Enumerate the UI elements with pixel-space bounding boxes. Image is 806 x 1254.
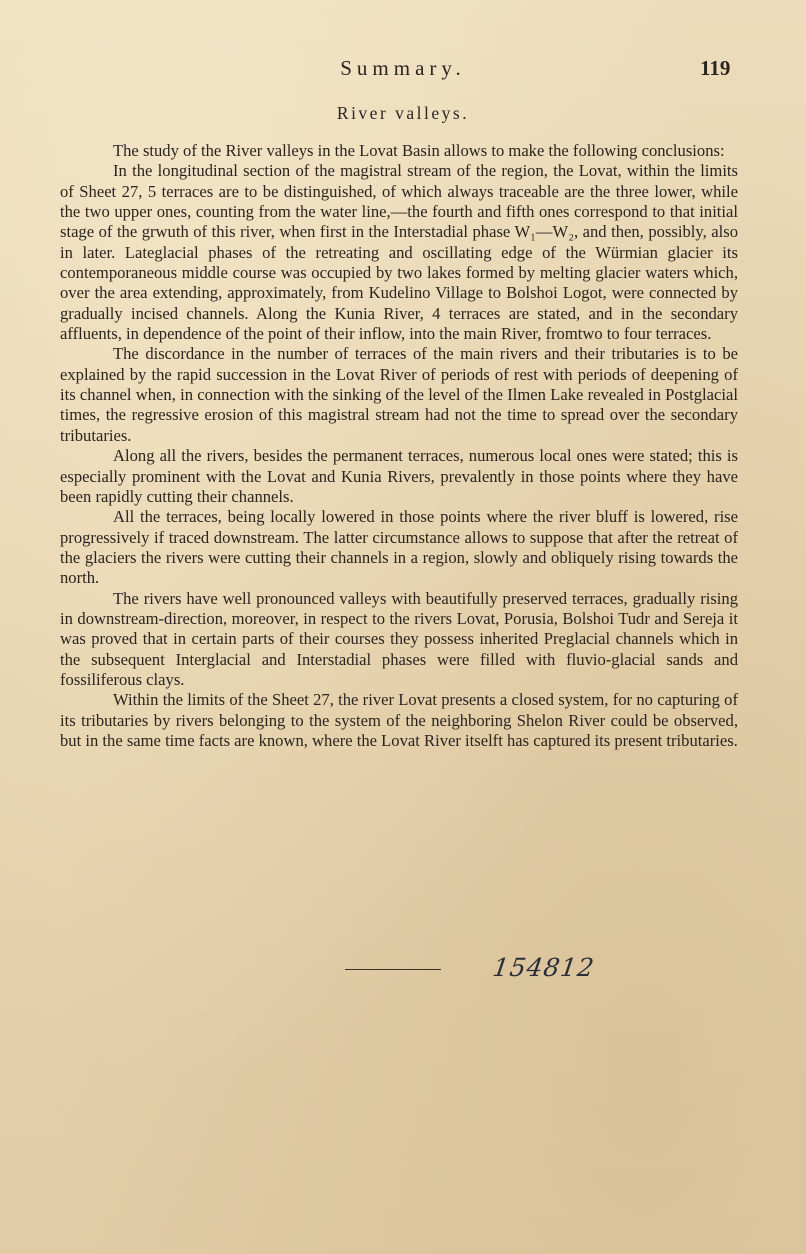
closing-mark	[340, 950, 660, 990]
paragraph-5: All the terraces, being locally lowered in those points where the river bluff is lowered, rise progressively if traced downstream. The latter circumstance allows to suppose that after the retreat of the glaciers the rivers were cutting their channels in a region, slowly and obliquely rising towards the north.	[60, 507, 738, 588]
end-rule	[345, 969, 441, 970]
paragraph-4: Along all the rivers, besides the permanent terraces, numerous local ones were stated; this is especially prominent with the Lovat and Kunia Rivers, prevalently in those points where they have been rapidly cutting their channels.	[60, 446, 738, 506]
paragraph-1: The study of the River valleys in the Lovat Basin allows to make the following conclusions:	[113, 141, 725, 160]
section-heading: River valleys.	[336, 103, 470, 123]
running-header-title: Summary.	[340, 56, 466, 80]
paragraph-6: The rivers have well pronounced valleys with beautifully preserved terraces, gradually rising in downstream-direction, moreover, in respect to the rivers Lovat, Porusia, Bolshoi Tudr and Sereja it was proved that in certain parts of their courses they possess inherited Preglacial channels which in the subsequent Interglacial and Interstadial phases were filled with fluvio-glacial sands and fossiliferous clays.	[60, 588, 738, 689]
handwritten-inventory-number: 154812	[490, 953, 597, 982]
body-text	[60, 141, 738, 751]
paragraph-2: In the longitudinal section of the magistral stream of the region, the Lovat, within the limits of Sheet 27, 5 terraces are to be distinguished, of which always traceable are the three lower, while the two upper ones, counting from the water line,—the fourth and fifth ones correspond to that initial stage of the grwuth of this river, when first in the Interstadial phase W₁—W₂, and then, possibly, also in later. Lateglacial phases of the retreating and oscillating edge of the Würmian glacier its contemporaneous middle course was occupied by two lakes formed by melting glacier waters which, over the area extending, approximately, from Kudelino Village to Bolshoi Logot, were connected by gradually incised channels. Along the Kunia River, 4 terraces are stated, and in the secondary affluents, in dependence of the point of their inflow, into the main River, fromtwo to four terraces.	[60, 161, 738, 344]
page-number: 119	[700, 56, 731, 80]
paragraph-7: Within the limits of the Sheet 27, the river Lovat presents a closed system, for no capturing of its tributaries by rivers belonging to the system of the neighboring Shelon River could be observed, but in the same time facts are known, where the Lovat River itselft has captured its present tributaries.	[60, 690, 738, 750]
paragraph-3: The discordance in the number of terraces of the main rivers and their tributaries is to be explained by the rapid succession in the Lovat River of periods of rest with periods of deepening of its channel when, in connection with the sinking of the level of the Ilmen Lake revealed in Postglacial times, the regressive erosion of this magistral stream had not the time to spread over the secondary tributaries.	[60, 344, 738, 445]
